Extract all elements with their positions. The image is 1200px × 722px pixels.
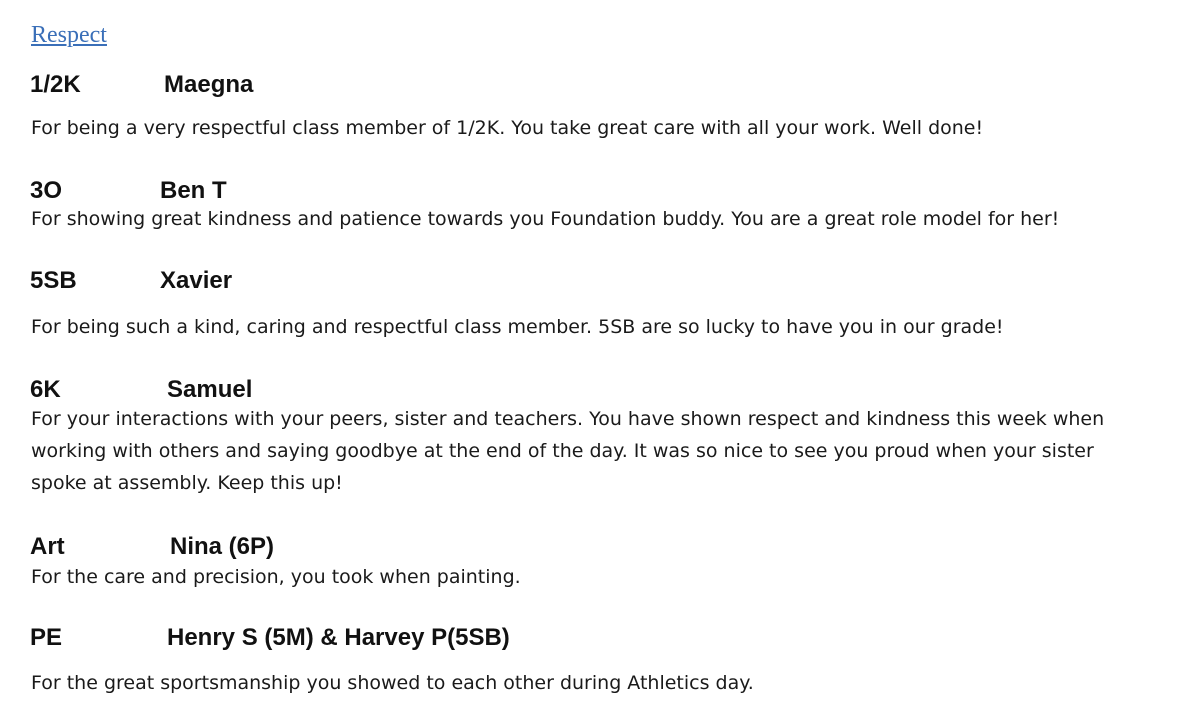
description-line: For being such a kind, caring and respectful class member. 5SB are so lucky to have you in our grade! xyxy=(31,316,1004,338)
award-class: 1/2K xyxy=(30,71,81,98)
description-line: For the great sportsmanship you showed to each other during Athletics day. xyxy=(31,672,754,694)
description-line: For showing great kindness and patience towards you Foundation buddy. You are a great role model for her! xyxy=(31,208,1060,230)
award-recipient: Maegna xyxy=(164,71,254,98)
award-description xyxy=(31,311,1191,343)
description-line: For the care and precision, you took when painting. xyxy=(31,566,521,588)
award-recipient: Xavier xyxy=(160,267,233,294)
award-recipient: Samuel xyxy=(167,376,253,403)
award-class: 6K xyxy=(30,376,61,403)
description-line: spoke at assembly. Keep this up! xyxy=(31,472,343,494)
award-recipient: Ben T xyxy=(160,177,227,204)
award-class: 5SB xyxy=(30,267,77,294)
award-description xyxy=(31,561,1191,593)
award-class: 3O xyxy=(30,177,63,204)
section-title-link[interactable]: Respect xyxy=(31,22,107,48)
award-description xyxy=(31,667,1191,699)
description-line: For being a very respectful class member of 1/2K. You take great care with all your work. Well done! xyxy=(31,117,984,139)
award-description xyxy=(31,112,1191,144)
award-class: Art xyxy=(30,533,65,560)
award-class: PE xyxy=(30,624,63,651)
award-description xyxy=(31,403,1191,499)
award-description xyxy=(31,203,1191,235)
description-line: For your interactions with your peers, sister and teachers. You have shown respect and kindness this week when xyxy=(31,408,1105,430)
award-recipient: Nina (6P) xyxy=(170,533,275,560)
description-line: working with others and saying goodbye at the end of the day. It was so nice to see you proud when your sister xyxy=(31,440,1094,462)
award-recipient: Henry S (5M) & Harvey P(5SB) xyxy=(167,624,510,651)
